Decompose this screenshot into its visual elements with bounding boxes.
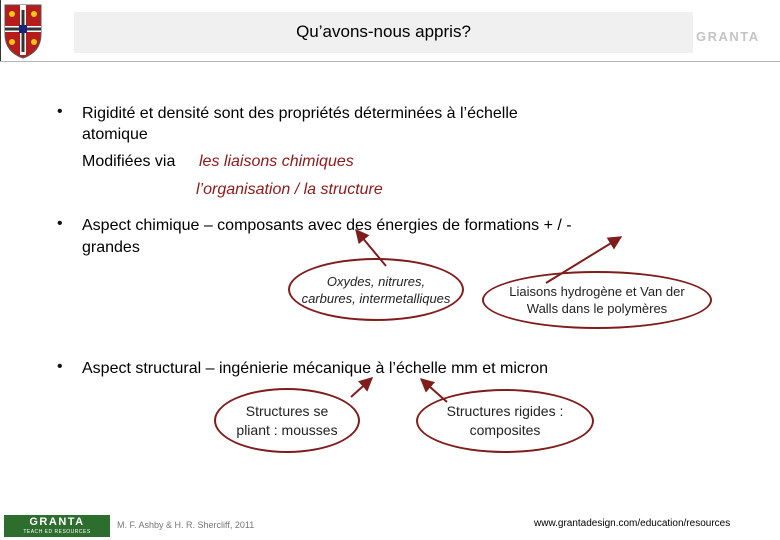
arrow-mousses — [351, 378, 372, 397]
callout-oxydes-line1: Oxydes, nitrures, — [326, 273, 426, 289]
callout-mousses — [214, 388, 360, 453]
bullet-2-marker: • — [57, 215, 63, 232]
callout-liaisons-line1: Liaisons hydrogène et Van der — [509, 284, 685, 299]
bullet-2-line1: Aspect chimique – composants avec des énergies de formations + / - — [82, 217, 572, 234]
callout-composites-line1: Structures rigides : — [446, 403, 564, 419]
item-structure: l’organisation / la structure — [196, 181, 383, 198]
callout-oxydes-line2: carbures, intermetalliques — [301, 290, 451, 306]
callout-oxydes — [288, 258, 464, 321]
modified-via-label: Modifiées via — [82, 153, 176, 170]
callout-liaisons-line2: Walls dans le polymères — [526, 301, 668, 316]
bullet-3-marker: • — [57, 358, 63, 375]
bullet-1-line1: Rigidité et densité sont des propriétés déterminées à l’échelle — [82, 105, 518, 122]
footer-url[interactable]: www.grantadesign.com/education/resources — [534, 518, 731, 529]
item-chemical-bonds: les liaisons chimiques — [199, 153, 354, 170]
bullet-3-line1: Aspect structural – ingénierie mécanique à l’échelle mm et micron — [82, 360, 548, 377]
page-title: Qu’avons-nous appris? — [296, 22, 471, 41]
footer-logo-text: GRANTA — [29, 516, 85, 528]
bullet-1-line2: atomique — [82, 126, 148, 143]
granta-logo-top: GRANTA — [696, 29, 760, 44]
footer-credit: M. F. Ashby & H. R. Shercliff, 2011 — [117, 520, 255, 530]
bullet-1-marker: • — [57, 103, 63, 120]
granta-logo-footer — [4, 515, 110, 537]
callout-mousses-line2: pliant : mousses — [236, 421, 338, 438]
callout-liaisons — [482, 271, 712, 329]
bullet-2-line2: grandes — [82, 239, 140, 256]
callout-mousses-line1: Structures se — [245, 402, 329, 419]
callout-composites — [416, 389, 594, 453]
footer-logo-sub: TEACH ED RESOURCES — [23, 529, 91, 535]
callout-composites-line2: composites — [469, 422, 541, 438]
